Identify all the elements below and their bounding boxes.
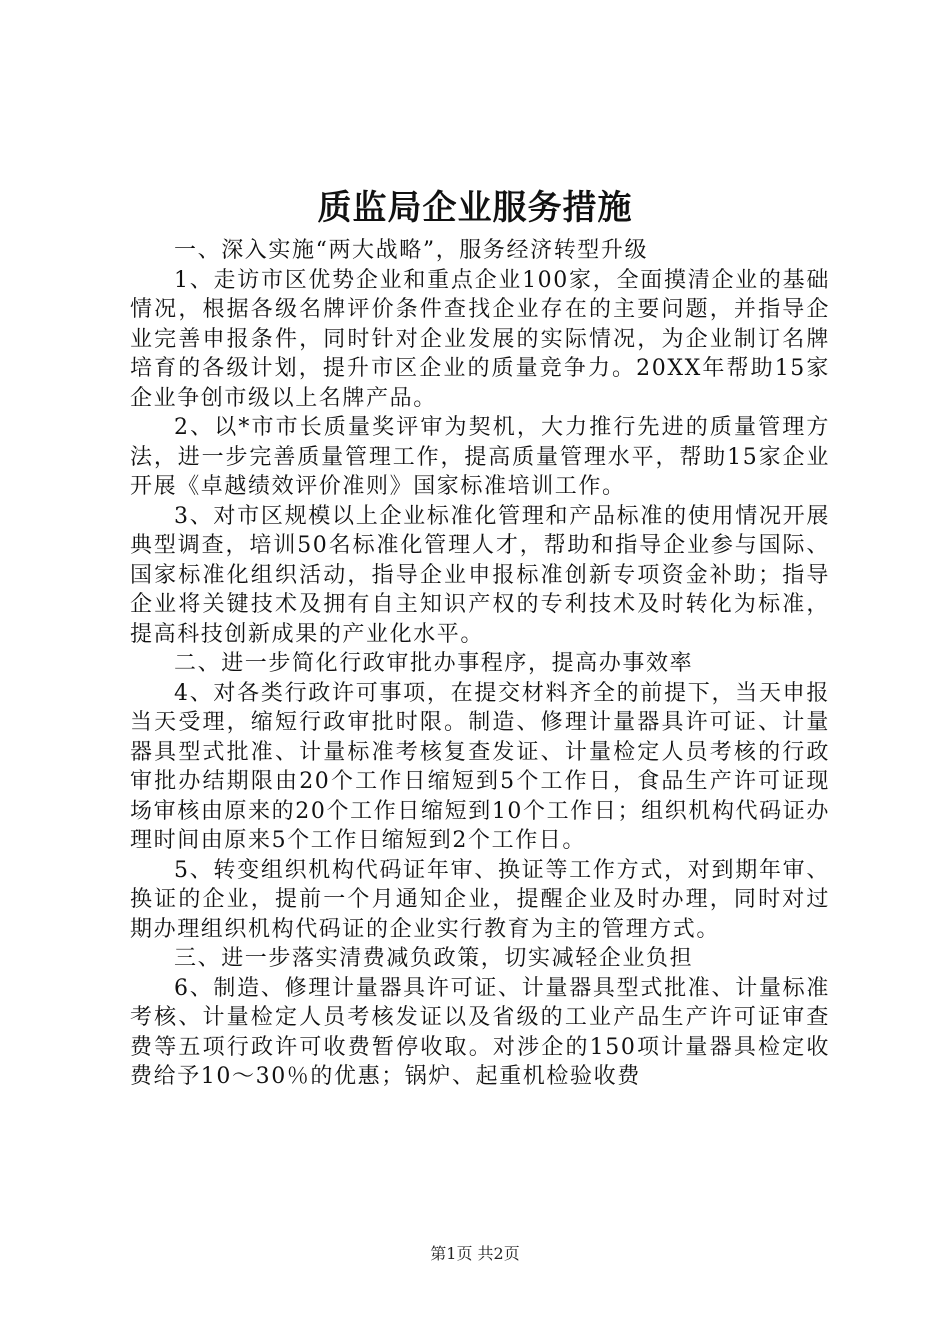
page-footer: 第1页 共2页 xyxy=(430,1244,520,1263)
paragraph-1: 1、走访市区优势企业和重点企业100家，全面摸清企业的基础情况，根据各级名牌评价条件查找企业存在的主要问题，并指导企业完善申报条件，同时针对企业发展的实际情况，为企业制订名牌培育的各级计划，提升市区企业的质量竞争力。20XX年帮助15家企业争创市级以上名牌产品。 xyxy=(130,267,830,411)
section-heading-3: 三、进一步落实清费减负政策，切实减轻企业负担 xyxy=(174,946,694,971)
document-title: 质监局企业服务措施 xyxy=(317,188,633,228)
paragraph-4: 4、对各类行政许可事项，在提交材料齐全的前提下，当天申报当天受理，缩短行政审批时限。制造、修理计量器具许可证、计量器具型式批准、计量标准考核复查发证、计量检定人员考核的行政审批办结期限由20个工作日缩短到5个工作日，食品生产许可证现场审核由原来的20个工作日缩短到10个工作日；组织机构代码证办理时间由原来5个工作日缩短到2个工作日。 xyxy=(130,680,830,853)
paragraph-3: 3、对市区规模以上企业标准化管理和产品标准的使用情况开展典型调查，培训50名标准化管理人才，帮助和指导企业参与国际、国家标准化组织活动，指导企业申报标准创新专项资金补助；指导企业将关键技术及拥有自主知识产权的专利技术及时转化为标准，提高科技创新成果的产业化水平。 xyxy=(130,503,830,647)
paragraph-6: 6、制造、修理计量器具许可证、计量器具型式批准、计量标准考核、计量检定人员考核发证以及省级的工业产品生产许可证审查费等五项行政许可收费暂停收取。对涉企的150项计量器具检定收费给予10～30％的优惠；锅炉、起重机检验收费 xyxy=(130,975,830,1089)
document-body xyxy=(130,236,830,1092)
paragraph-2: 2、以*市市长质量奖评审为契机，大力推行先进的质量管理方法，进一步完善质量管理工作，提高质量管理水平，帮助15家企业开展《卓越绩效评价准则》国家标准培训工作。 xyxy=(130,415,830,499)
section-heading-2: 二、进一步简化行政审批办事程序，提高办事效率 xyxy=(174,651,694,676)
paragraph-5: 5、转变组织机构代码证年审、换证等工作方式，对到期年审、换证的企业，提前一个月通知企业，提醒企业及时办理，同时对过期办理组织机构代码证的企业实行教育为主的管理方式。 xyxy=(130,857,830,942)
section-heading-1: 一、深入实施“两大战略”，服务经济转型升级 xyxy=(174,238,649,263)
